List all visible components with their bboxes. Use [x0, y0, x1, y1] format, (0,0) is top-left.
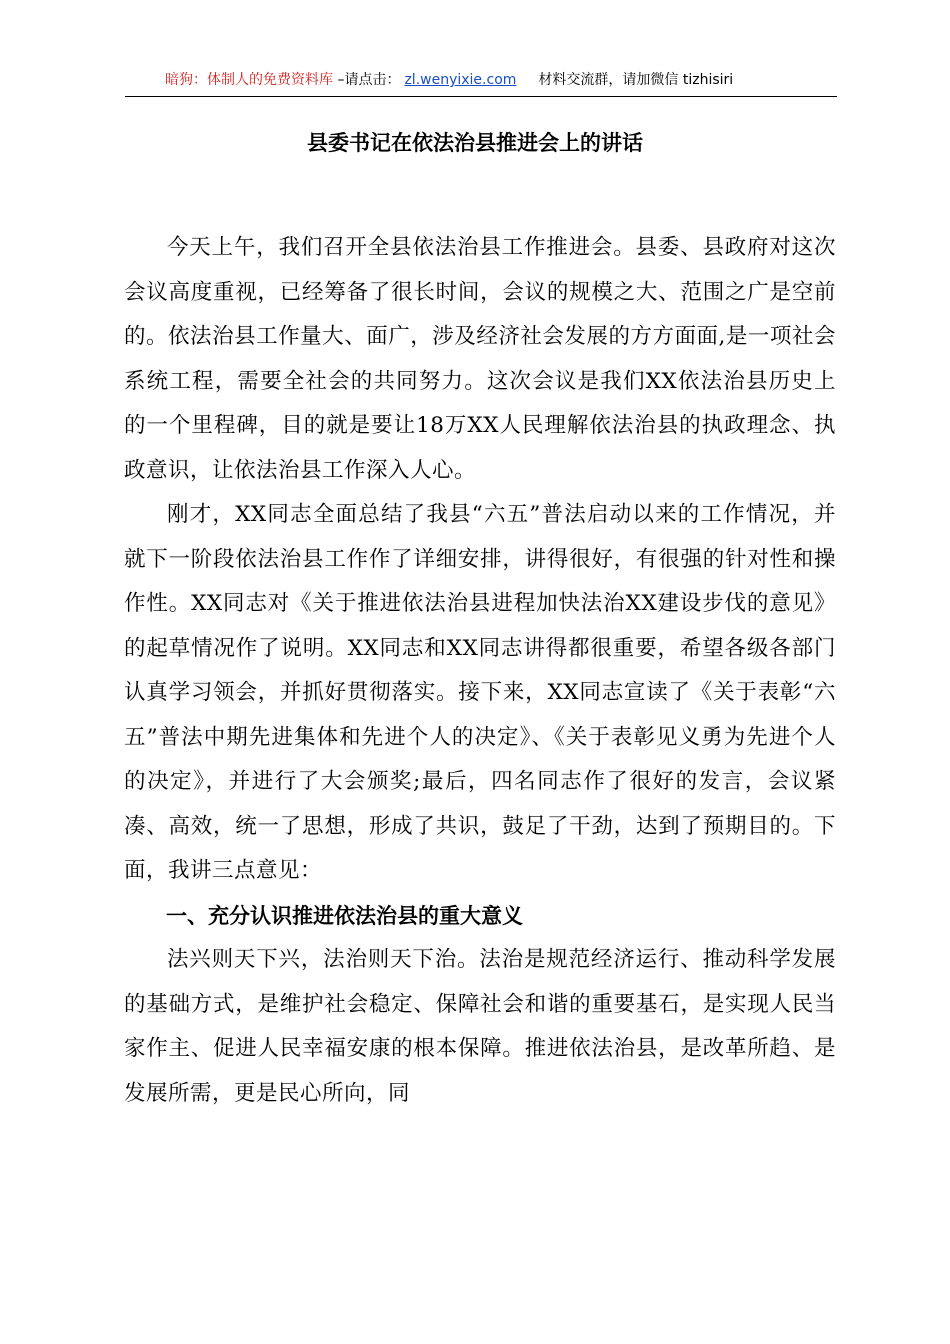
section-paragraph: 法兴则天下兴，法治则天下治。法治是规范经济运行、推动科学发展的基础方式，是维护社会稳定、保障社会和谐的重要基石，是实现人民当家作主、促进人民幸福安康的根本保障。推进依法治县，是改革所趋、是发展所需，更是民心所向，同 [124, 947, 836, 1106]
header-brand: 暗狗：体制人的免费资料库 [165, 72, 333, 88]
header-prompt: –请点击： [333, 72, 401, 88]
paragraph-1: 今天上午，我们召开全县依法治县工作推进会。县委、县政府对这次会议高度重视，已经筹备了很长时间，会议的规模之大、范围之广是空前的。依法治县工作量大、面广，涉及经济社会发展的方方面面,是一项社会系统工程，需要全社会的共同努力。这次会议是我们XX依法治县历史上的一个里程碑，目的就是要让18万XX人民理解依法治县的执政理念、执政意识，让依法治县工作深入人心。 [124, 235, 836, 483]
paragraph-2: 刚才，XX同志全面总结了我县“六五”普法启动以来的工作情况，并就下一阶段依法治县工作作了详细安排，讲得很好，有很强的针对性和操作性。XX同志对《关于推进依法治县进程加快法治XX建设步伐的意见》的起草情况作了说明。XX同志和XX同志讲得都很重要，希望各级各部门认真学习领会，并抓好贯彻落实。接下来，XX同志宣读了《关于表彰“六五”普法中期先进集体和先进个人的决定》、《关于表彰见义勇为先进个人的决定》，并进行了大会颁奖;最后，四名同志作了很好的发言，会议紧凑、高效，统一了思想，形成了共识，鼓足了干劲，达到了预期目的。下面，我讲三点意见： [124, 502, 836, 883]
document-title: 县委书记在依法治县推进会上的讲话 [307, 131, 643, 155]
section-heading: 一、充分认识推进依法治县的重大意义 [166, 903, 523, 928]
document-body [124, 226, 836, 1116]
page-header [125, 70, 837, 97]
header-link[interactable]: zl.wenyixie.com [404, 72, 517, 88]
header-contact: 材料交流群，请加微信 tizhisiri [538, 72, 734, 88]
